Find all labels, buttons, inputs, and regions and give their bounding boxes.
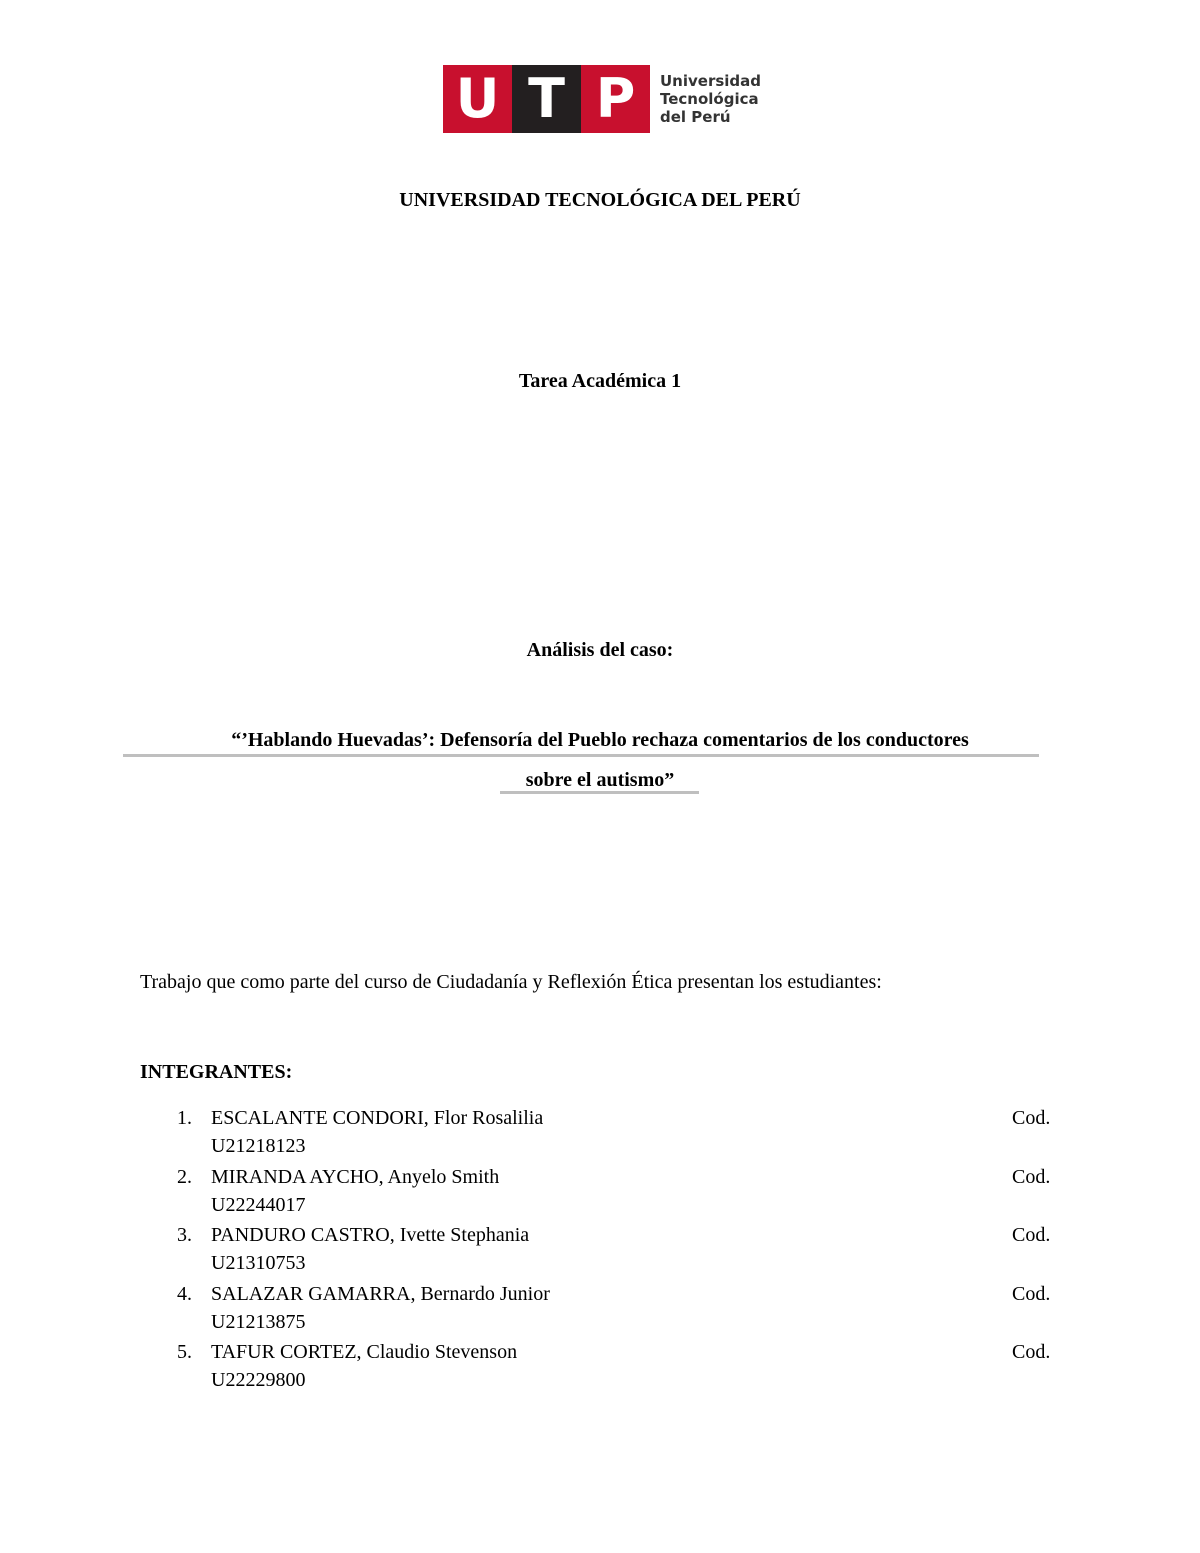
member-number: 4. xyxy=(177,1282,192,1305)
member-cod-label: Cod. xyxy=(1012,1224,1051,1246)
member-name: ESCALANTE CONDORI, Flor Rosalilia xyxy=(211,1107,544,1129)
list-item xyxy=(0,1280,1200,1339)
logo-text-line-3: del Perú xyxy=(660,108,731,126)
member-code: U22229800 xyxy=(211,1369,306,1391)
member-number: 2. xyxy=(177,1165,192,1188)
member-name: TAFUR CORTEZ, Claudio Stevenson xyxy=(211,1341,518,1363)
list-item xyxy=(0,1163,1200,1222)
case-title-line-2: sobre el autismo” xyxy=(525,769,675,791)
member-cod-label: Cod. xyxy=(1012,1282,1051,1305)
member-name: SALAZAR GAMARRA, Bernardo Junior xyxy=(211,1282,550,1305)
intro-paragraph: Trabajo que como parte del curso de Ciudadanía y Reflexión Ética presentan los estudiantes: xyxy=(140,971,882,993)
member-code: U21218123 xyxy=(211,1135,306,1157)
analysis-label: Análisis del caso: xyxy=(526,639,674,661)
logo-letter-u: U xyxy=(443,65,512,133)
case-title-line-1: “’Hablando Huevadas’: Defensoría del Pueblo rechaza comentarios de los conductores xyxy=(231,729,969,751)
member-cod-label: Cod. xyxy=(1012,1107,1051,1129)
utp-logo xyxy=(443,64,773,134)
logo-text-line-2: Tecnológica xyxy=(660,90,759,108)
member-code: U21213875 xyxy=(211,1310,306,1333)
member-cod-label: Cod. xyxy=(1012,1341,1051,1363)
member-name: MIRANDA AYCHO, Anyelo Smith xyxy=(211,1165,500,1188)
logo-text-line-1: Universidad xyxy=(660,72,762,90)
member-number: 5. xyxy=(177,1341,192,1363)
list-item xyxy=(0,1338,1200,1397)
list-item xyxy=(0,1104,1200,1163)
logo-letter-p: P xyxy=(581,65,650,133)
university-name: UNIVERSIDAD TECNOLÓGICA DEL PERÚ xyxy=(399,189,801,211)
logo-letter-t: T xyxy=(512,65,581,133)
member-cod-label: Cod. xyxy=(1012,1165,1051,1188)
logo-wordmark xyxy=(660,72,761,126)
case-title-underline-1 xyxy=(123,754,1039,757)
assignment-title: Tarea Académica 1 xyxy=(518,370,682,392)
member-name: PANDURO CASTRO, Ivette Stephania xyxy=(211,1224,530,1246)
member-number: 1. xyxy=(177,1107,192,1129)
list-item xyxy=(0,1221,1200,1280)
members-list xyxy=(0,1104,1200,1397)
case-title-underline-2 xyxy=(500,791,699,794)
member-code: U21310753 xyxy=(211,1252,306,1274)
member-code: U22244017 xyxy=(211,1193,306,1216)
member-number: 3. xyxy=(177,1224,192,1246)
members-heading: INTEGRANTES: xyxy=(140,1061,293,1083)
